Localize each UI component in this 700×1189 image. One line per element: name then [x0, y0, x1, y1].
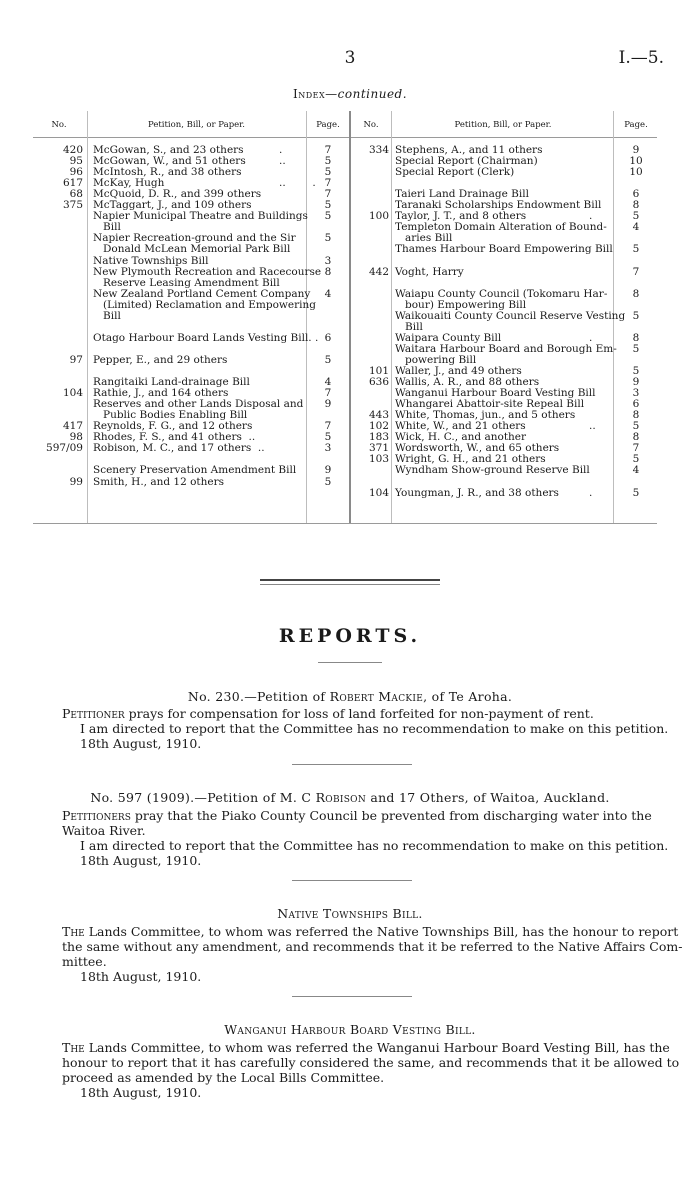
reports-title: REPORTS. — [278, 625, 422, 647]
index-heading-continued: continued. — [337, 87, 408, 101]
column-header-petition-right: Petition, Bill, or Paper. — [454, 120, 552, 130]
index-entry-number: 104 — [368, 486, 389, 499]
index-table — [33, 111, 657, 524]
index-entry-title: New Plymouth Recreation and Racecourse — [93, 265, 322, 278]
index-entry-title: White, Thomas, jun., and 5 others — [395, 409, 576, 422]
index-entry-title: Reserve Leasing Amendment Bill — [93, 276, 280, 289]
index-entry-page: 9 — [324, 398, 332, 411]
report-3-date: 18th August, 1910. — [80, 969, 202, 984]
index-entry-page: 5 — [324, 475, 332, 488]
index-entry-page: 5 — [324, 166, 332, 179]
index-entry-title: Otago Harbour Board Lands Vesting Bill. . — [93, 331, 319, 344]
index-entry-page: 5 — [632, 420, 640, 433]
report-2-line: Waitoa River. — [62, 823, 146, 838]
index-entry-page: 5 — [632, 210, 640, 223]
index-entry-title: Special Report (Chairman) — [395, 155, 538, 168]
index-entry-number: 100 — [368, 210, 389, 223]
index-entry-number: 597/09 — [46, 442, 83, 455]
report-4-paragraph: The Lands Committee, to whom was referred the Wanganui Harbour Board Vesting Bill, has the — [62, 1040, 670, 1055]
index-entry-page: 8 — [632, 199, 640, 212]
index-entry-title: Pepper, E., and 29 others — [93, 353, 228, 366]
index-entry-number: 68 — [69, 188, 83, 201]
index-entry-title: Voght, Harry — [395, 265, 464, 278]
index-entry-title: Rangitaiki Land-drainage Bill — [93, 376, 250, 389]
index-entry-leader: . — [589, 331, 593, 344]
index-entry-number: 636 — [368, 376, 389, 389]
index-entry-page: 4 — [324, 376, 332, 389]
report-3-paragraph: The Lands Committee, to whom was referred the Native Townships Bill, has the honour to report — [62, 924, 679, 939]
index-entry-title: Reserves and other Lands Disposal and — [93, 398, 304, 411]
index-entry-title: White, W., and 21 others — [395, 420, 526, 433]
report-3-line: the same without any amendment, and recommends that it be referred to the Native Affairs Com- — [62, 939, 683, 954]
index-entry-page: 4 — [324, 287, 332, 300]
index-entry-page: 5 — [324, 232, 332, 245]
index-entry-title: McGowan, S., and 23 others — [93, 144, 244, 156]
index-entry-title: Donald McLean Memorial Park Bill — [93, 243, 291, 256]
index-entry-page: 7 — [324, 144, 332, 156]
index-entry-number: 96 — [69, 166, 83, 179]
index-entry-page: 5 — [632, 453, 640, 466]
index-entry-page: 7 — [324, 188, 332, 201]
index-heading — [0, 87, 700, 101]
index-entry-page: 9 — [632, 376, 640, 389]
column-divider — [306, 111, 307, 523]
index-entry-page: 6 — [324, 331, 332, 344]
index-entry-title: Wyndham Show-ground Reserve Bill — [395, 464, 590, 477]
index-entry-title: (Limited) Reclamation and Empowering — [93, 298, 316, 311]
report-2-heading: No. 597 (1909).—Petition of M. C Robison and 17 Others, of Waitoa, Auckland. — [90, 790, 610, 805]
index-entry-page: 5 — [632, 342, 640, 355]
index-entry-title: Waikouaiti County Council Reserve Vesting — [395, 309, 626, 322]
index-entry-page: 3 — [324, 254, 332, 267]
index-entry-title: Special Report (Clerk) — [395, 166, 515, 179]
index-entry-number: 417 — [62, 420, 83, 433]
title-rule — [318, 662, 382, 663]
index-entry-leader: . — [279, 144, 283, 156]
index-entry-page: 7 — [632, 265, 640, 278]
index-entry-page: 3 — [324, 442, 332, 455]
column-header-page-right: Page. — [624, 120, 648, 130]
report-2-date: 18th August, 1910. — [80, 853, 202, 868]
report-1-date: 18th August, 1910. — [80, 736, 202, 751]
index-entry-page: 7 — [632, 442, 640, 455]
index-entry-page: 5 — [632, 309, 640, 322]
column-header-page-left: Page. — [316, 120, 340, 130]
index-entry-title: McGowan, W., and 51 others — [93, 155, 246, 168]
index-entry-title: New Zealand Portland Cement Company — [93, 287, 311, 300]
index-entry-leader: .. . — [279, 177, 316, 190]
section-rule — [260, 579, 440, 581]
report-1-heading: No. 230.—Petition of Robert Mackie, of Te Aroha. — [187, 689, 513, 704]
index-entry-page: 6 — [632, 398, 640, 411]
index-entry-page: 6 — [632, 188, 640, 201]
index-entry-title: Taylor, J. T., and 8 others — [395, 210, 527, 223]
paper-reference: I.—5. — [618, 48, 664, 68]
index-entry-title: Public Bodies Enabling Bill — [93, 409, 248, 422]
index-entry-page: 8 — [324, 265, 332, 278]
index-entry-title: Wallis, A. R., and 88 others — [395, 376, 540, 389]
index-entry-number: 99 — [69, 475, 83, 488]
index-entry-title: bour) Empowering Bill — [395, 298, 527, 311]
index-entry-title: Wick, H. C., and another — [395, 431, 527, 444]
index-entry-title: Scenery Preservation Amendment Bill — [93, 464, 297, 477]
index-entry-page: 8 — [632, 431, 640, 444]
index-entry-page: 9 — [632, 144, 640, 156]
column-header-no-left: No. — [51, 120, 67, 130]
index-entry-title: Stephens, A., and 11 others — [395, 144, 543, 156]
index-entry-page: 7 — [324, 177, 332, 190]
index-entry-number: 442 — [368, 265, 389, 278]
index-entry-leader: .. — [589, 420, 596, 433]
index-entry-number: 101 — [368, 365, 389, 377]
report-3-line: mittee. — [62, 954, 107, 969]
index-entry-page: 5 — [324, 210, 332, 223]
index-entry-title: Wright, G. H., and 21 others — [395, 453, 546, 466]
index-entry-page: 5 — [632, 365, 640, 377]
report-rule — [292, 880, 412, 881]
index-entry-number: 617 — [62, 177, 83, 190]
index-entry-title: Napier Recreation-ground and the Sir — [93, 232, 296, 245]
index-entry-page: 3 — [632, 387, 640, 400]
index-entry-title: Napier Municipal Theatre and Buildings — [93, 210, 308, 223]
index-entry-page: 5 — [324, 155, 332, 168]
column-divider — [391, 111, 392, 523]
index-entry-title: Bill — [93, 221, 121, 234]
index-entry-number: 371 — [368, 442, 389, 455]
index-entry-number: 375 — [62, 199, 83, 212]
index-entry-title: Rhodes, F. S., and 41 others .. — [93, 431, 256, 444]
index-entry-title: Bill — [93, 309, 121, 322]
index-entry-title: Waiapu County Council (Tokomaru Har- — [395, 287, 608, 300]
index-entry-title: Taieri Land Drainage Bill — [395, 188, 529, 201]
index-entry-title: McIntosh, R., and 38 others — [93, 166, 242, 179]
report-3-heading: Native Townships Bill. — [277, 906, 423, 921]
report-2-paragraph: Petitioners pray that the Piako County Council be prevented from discharging water into the — [62, 808, 652, 823]
index-entry-page: 8 — [632, 409, 640, 422]
index-entry-number: 95 — [69, 155, 83, 168]
index-entry-title: Youngman, J. R., and 38 others — [395, 486, 559, 499]
index-entry-leader: . — [589, 486, 593, 499]
index-entry-page: 5 — [324, 353, 332, 366]
index-entry-title: Templeton Domain Alteration of Bound- — [395, 221, 607, 234]
index-entry-title: Waller, J., and 49 others — [395, 365, 522, 377]
page-number: 3 — [344, 48, 356, 68]
column-header-no-right: No. — [363, 120, 379, 130]
index-entry-title: Robison, M. C., and 17 others .. — [93, 442, 265, 455]
report-rule — [292, 996, 412, 997]
index-entry-number: 97 — [69, 353, 83, 366]
index-entry-title: Waitara Harbour Board and Borough Em- — [395, 342, 617, 355]
index-entry-number: 102 — [368, 420, 389, 433]
report-2-line: I am directed to report that the Committee has no recommendation to make on this petition. — [80, 838, 669, 853]
index-entry-title: Whangarei Abattoir-site Repeal Bill — [395, 398, 585, 411]
index-entry-page: 4 — [632, 221, 640, 234]
index-entry-title: Thames Harbour Board Empowering Bill — [395, 243, 613, 256]
report-4-heading: Wanganui Harbour Board Vesting Bill. — [224, 1022, 476, 1037]
index-heading-main: Index— — [292, 87, 338, 101]
index-entry-number: 183 — [368, 431, 389, 444]
index-entry-title: Wanganui Harbour Board Vesting Bill — [395, 387, 596, 400]
index-entry-leader: . — [589, 210, 593, 223]
index-entry-page: 7 — [324, 420, 332, 433]
index-entry-page: 8 — [632, 331, 640, 344]
index-entry-title: aries Bill — [395, 232, 453, 245]
section-rule — [260, 584, 440, 585]
index-entry-title: Bill — [395, 320, 423, 333]
report-1-paragraph: Petitioner prays for compensation for loss of land forfeited for non-payment of rent. — [62, 706, 594, 721]
column-divider — [87, 111, 88, 523]
index-entry-page: 7 — [324, 387, 332, 400]
report-4-line: proceed as amended by the Local Bills Committee. — [62, 1070, 385, 1085]
report-4-line: honour to report that it has carefully considered the same, and recommends that it be allowed to — [62, 1055, 680, 1070]
index-entry-page: 4 — [632, 464, 640, 477]
index-entry-title: Smith, H., and 12 others — [93, 475, 225, 488]
index-entry-number: 103 — [368, 453, 389, 466]
index-entry-page: 10 — [629, 155, 643, 168]
index-entry-number: 443 — [368, 409, 389, 422]
index-entry-page: 5 — [632, 486, 640, 499]
index-entry-leader: .. — [279, 155, 286, 168]
report-rule — [292, 764, 412, 765]
index-entry-page: 5 — [632, 243, 640, 256]
index-entry-title: Rathie, J., and 164 others — [93, 387, 229, 400]
column-header-petition-left: Petition, Bill, or Paper. — [147, 120, 246, 130]
index-entry-title: Native Townships Bill — [93, 254, 209, 267]
report-1-line: I am directed to report that the Committee has no recommendation to make on this petition. — [80, 721, 669, 736]
index-table-header — [33, 111, 657, 138]
index-entry-title: Wordsworth, W., and 65 others — [395, 442, 560, 455]
index-entry-number: 104 — [62, 387, 83, 400]
index-entry-page: 5 — [324, 431, 332, 444]
index-entry-number: 98 — [69, 431, 83, 444]
index-entry-page: 8 — [632, 287, 640, 300]
index-entry-number: 420 — [62, 144, 83, 156]
index-entry-page: 9 — [324, 464, 332, 477]
index-entry-title: McTaggart, J., and 109 others — [93, 199, 252, 212]
report-4-date: 18th August, 1910. — [80, 1085, 202, 1100]
index-entry-title: Waipara County Bill — [395, 331, 502, 344]
index-entry-title: Taranaki Scholarships Endowment Bill — [395, 199, 602, 212]
index-entry-title: McQuoid, D. R., and 399 others — [93, 188, 262, 201]
index-entry-title: McKay, Hugh — [93, 177, 165, 190]
index-entry-number: 334 — [368, 144, 389, 156]
index-entry-title: Reynolds, F. G., and 12 others — [93, 420, 253, 433]
index-entry-page: 10 — [629, 166, 643, 179]
index-entry-title: powering Bill — [395, 353, 477, 366]
index-entry-page: 5 — [324, 199, 332, 212]
